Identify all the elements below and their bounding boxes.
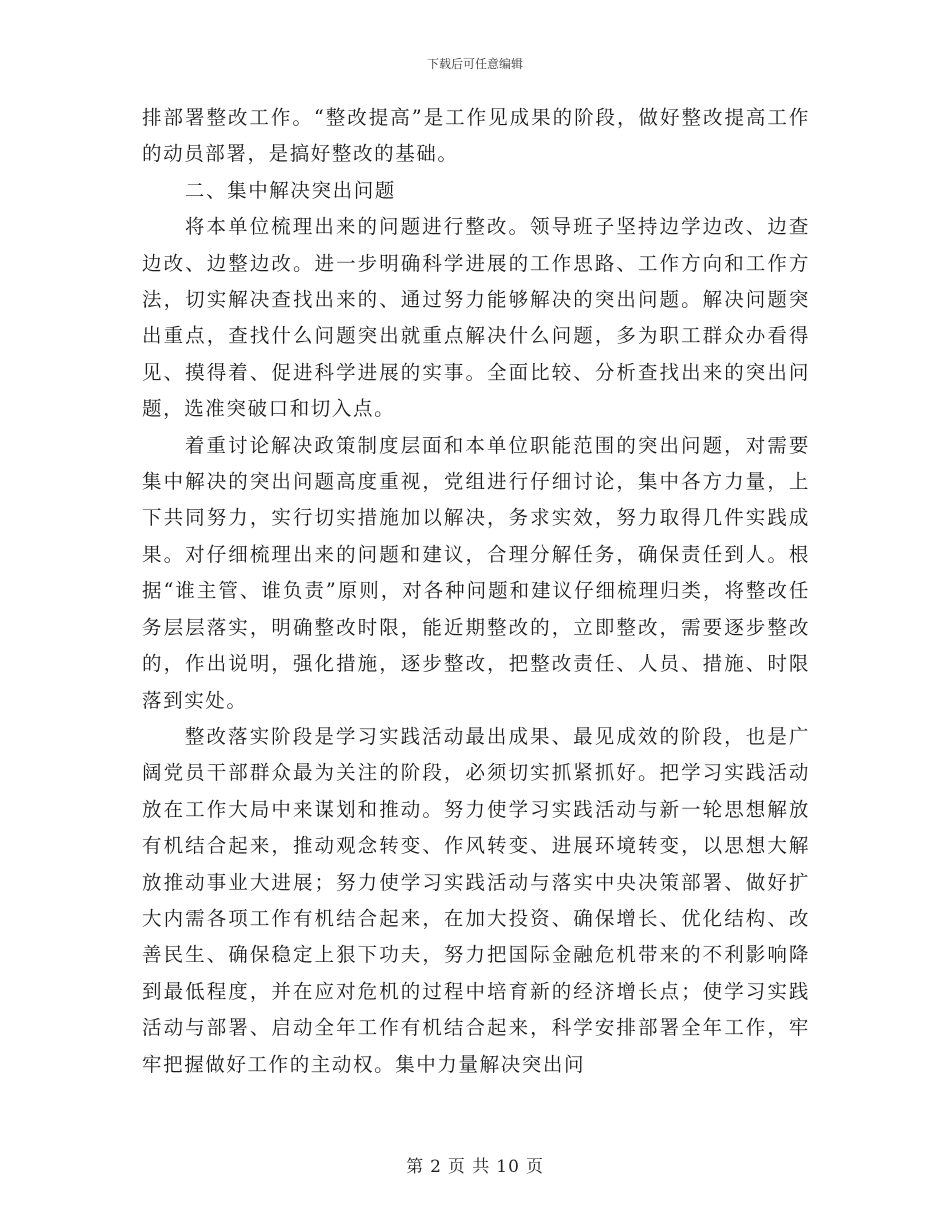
paragraph: 着重讨论解决政策制度层面和本单位职能范围的突出问题，对需要集中解决的突出问题高度重视，党组进行仔细讨论，集中各方力量，上下共同努力，实行切实措施加以解决，务求实效，努力取得几件实践成果。对仔细梳理出来的问题和建议，合理分解任务，确保责任到人。根据“谁主管、谁负责”原则，对各种问题和建议仔细梳理归类，将整改任务层层落实，明确整改时限，能近期整改的，立即整改，需要逐步整改的，作出说明，强化措施，逐步整改，把整改责任、人员、措施、时限落到实处。 — [142, 433, 810, 712]
footer-middle: 页 共 — [447, 1157, 491, 1177]
current-page-number: 2 — [430, 1157, 442, 1177]
footer-suffix: 页 — [525, 1157, 544, 1177]
paragraph: 整改落实阶段是学习实践活动最出成果、最见成效的阶段，也是广阔党员干部群众最为关注的阶段，必须切实抓紧抓好。把学习实践活动放在工作大局中来谋划和推动。努力使学习实践活动与新一轮思想解放有机结合起来，推动观念转变、作风转变、进展环境转变，以思想大解放推动事业大进展；努力使学习实践活动与落实中央决策部署、做好扩大内需各项工作有机结合起来，在加大投资、确保增长、优化结构、改善民生、确保稳定上狠下功夫，努力把国际金融危机带来的不利影响降到最低程度，并在应对危机的过程中培育新的经济增长点；使学习实践活动与部署、启动全年工作有机结合起来，科学安排部署全年工作，牢牢把握做好工作的主动权。集中力量解决突出问 — [142, 724, 810, 1076]
download-editable-note: 下载后可任意编辑 — [426, 57, 523, 71]
page-footer — [0, 1152, 950, 1177]
total-pages-number: 10 — [496, 1157, 520, 1177]
footer-prefix: 第 — [406, 1157, 425, 1177]
section-heading: 二、集中解决突出问题 — [184, 178, 396, 202]
paragraph: 将本单位梳理出来的问题进行整改。领导班子坚持边学边改、边查边改、边整边改。进一步明确科学进展的工作思路、工作方向和工作方法，切实解决查找出来的、通过努力能够解决的突出问题。解决问题突出重点，查找什么问题突出就重点解决什么问题，多为职工群众办看得见、摸得着、促进科学进展的实事。全面比较、分析查找出来的突出问题，选准突破口和切入点。 — [142, 215, 810, 421]
paragraph-continuation: 排部署整改工作。“整改提高”是工作见成果的阶段，做好整改提高工作的动员部署，是搞好整改的基础。 — [142, 106, 810, 166]
document-body — [142, 100, 810, 1083]
